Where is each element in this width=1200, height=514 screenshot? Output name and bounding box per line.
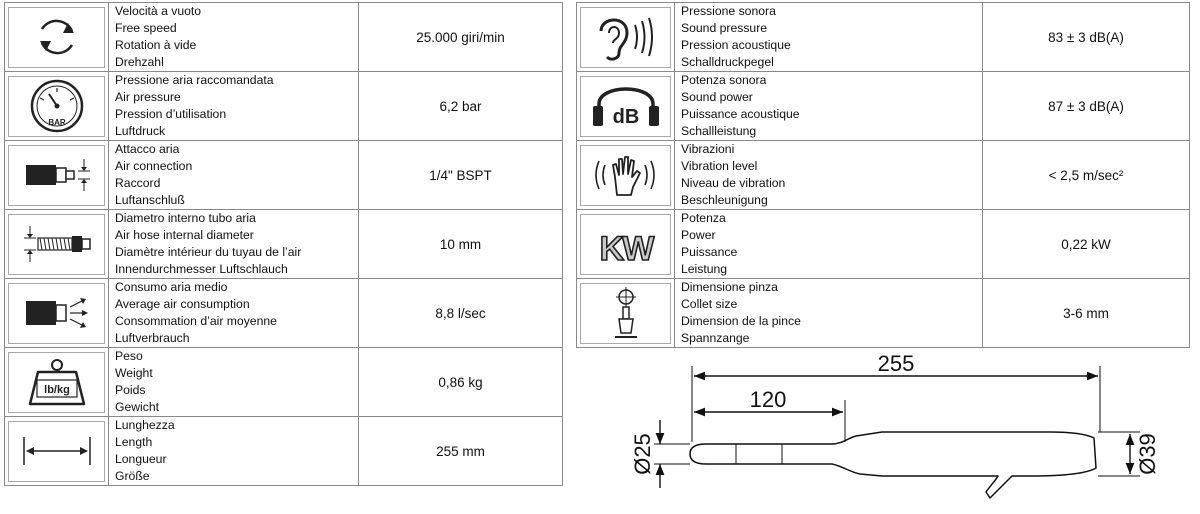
spec-row-air-connection	[5, 141, 563, 210]
air-consumption-icon	[8, 283, 105, 344]
spec-value: 255 mm	[359, 417, 563, 486]
hose-diameter-icon	[8, 214, 105, 275]
spec-row-sound-power	[577, 72, 1190, 141]
db-headphones-icon	[580, 76, 671, 137]
spec-label: Innendurchmesser Luftschlauch	[115, 261, 288, 276]
spec-label: Rotation à vide	[115, 38, 197, 52]
spec-label: Leistung	[681, 261, 728, 276]
ear-sound-icon	[580, 7, 671, 68]
spec-value: 1/4" BSPT	[359, 141, 563, 210]
spec-value: 3-6 mm	[983, 279, 1190, 348]
spec-value: 0,86 kg	[359, 348, 563, 417]
spec-label: Beschleunigung	[681, 192, 768, 207]
spec-label: Diametro interno tubo aria	[115, 211, 256, 226]
spec-label: Consommation d’air moyenne	[115, 314, 277, 328]
spec-label: Diamètre intérieur du tuyau de l’air	[115, 245, 302, 259]
rotation-arrows-icon	[8, 7, 105, 68]
spec-label: Vibration level	[681, 159, 758, 174]
spec-label: Average air consumption	[115, 297, 250, 312]
spec-row-air-pressure	[5, 72, 563, 141]
spec-value: 0,22 kW	[983, 210, 1190, 279]
spec-label: Pression acoustique	[681, 38, 791, 52]
spec-value: 83 ± 3 dB(A)	[983, 3, 1190, 72]
spec-table-left	[4, 2, 563, 486]
tool-outline	[690, 432, 1096, 498]
overall-length-label: 255	[877, 352, 915, 376]
spec-row-collet-size	[577, 279, 1190, 348]
spec-label: Potenza sonora	[681, 73, 767, 88]
spec-value: 87 ± 3 dB(A)	[983, 72, 1190, 141]
spec-label: Pression d’utilisation	[115, 107, 227, 121]
bar-icon-text: BAR	[47, 118, 66, 127]
spec-value: 25.000 giri/min	[359, 3, 563, 72]
spec-label: Power	[681, 228, 716, 243]
spec-label: Longueur	[115, 452, 167, 466]
spec-label: Length	[115, 435, 153, 450]
spec-label: Luftdruck	[115, 123, 166, 138]
spec-label: Schallleistung	[681, 123, 757, 138]
spec-label: Free speed	[115, 21, 177, 36]
spec-label: Dimensione pinza	[681, 280, 778, 295]
vibration-hand-icon	[580, 145, 671, 206]
spec-row-sound-pressure	[577, 3, 1190, 72]
spec-label: Puissance	[681, 245, 738, 259]
spec-label: Consumo aria medio	[115, 280, 228, 295]
spec-label: Raccord	[115, 176, 161, 190]
spec-label: Attacco aria	[115, 142, 180, 157]
air-connection-icon	[8, 145, 105, 206]
spec-row-hose-diameter	[5, 210, 563, 279]
front-diameter-label: Ø25	[630, 433, 655, 475]
spec-label: Gewicht	[115, 399, 160, 414]
spec-value: 8,8 l/sec	[359, 279, 563, 348]
spec-label: Air hose internal diameter	[115, 228, 254, 243]
spec-label: Pressione sonora	[681, 4, 776, 19]
front-length-label: 120	[749, 387, 787, 412]
spec-label: Größe	[115, 468, 150, 483]
spec-row-length	[5, 417, 563, 486]
pressure-gauge-icon	[8, 76, 105, 137]
spec-label: Poids	[115, 383, 146, 397]
weight-icon	[8, 352, 105, 413]
spec-label: Luftanschluß	[115, 192, 185, 207]
spec-label: Lunghezza	[115, 418, 175, 433]
spec-row-weight	[5, 348, 563, 417]
spec-label: Peso	[115, 349, 143, 364]
spec-table-right	[576, 2, 1190, 348]
spec-label: Weight	[115, 366, 153, 381]
spec-label: Air connection	[115, 159, 193, 174]
spec-label: Pressione aria raccomandata	[115, 73, 274, 88]
spec-row-power	[577, 210, 1190, 279]
spec-label: Luftverbrauch	[115, 330, 190, 345]
spec-label: Sound power	[681, 90, 753, 105]
length-arrow-icon	[8, 421, 105, 482]
spec-label: Drehzahl	[115, 54, 164, 69]
spec-value: 6,2 bar	[359, 72, 563, 141]
spec-row-air-consumption	[5, 279, 563, 348]
spec-label: Schalldruckpegel	[681, 54, 774, 69]
spec-value: 10 mm	[359, 210, 563, 279]
rear-diameter-label: Ø39	[1135, 433, 1160, 475]
spec-label: Air pressure	[115, 90, 181, 105]
collet-icon	[580, 283, 671, 344]
spec-value: < 2,5 m/sec²	[983, 141, 1190, 210]
spec-label: Niveau de vibration	[681, 176, 786, 190]
spec-label: Collet size	[681, 297, 738, 312]
spec-label: Sound pressure	[681, 21, 768, 36]
spec-label: Vibrazioni	[681, 142, 735, 157]
kw-icon-text: KW	[599, 230, 652, 268]
kw-power-icon	[580, 214, 671, 275]
tool-dimension-drawing	[610, 352, 1190, 512]
spec-label: Velocità a vuoto	[115, 4, 202, 19]
spec-label: Spannzange	[681, 330, 750, 345]
spec-label: Dimension de la pince	[681, 314, 801, 328]
lbkg-icon-text: lb/kg	[43, 384, 70, 396]
db-icon-text: dB	[612, 106, 639, 128]
spec-label: Puissance acoustique	[681, 107, 800, 121]
spec-label: Potenza	[681, 211, 726, 226]
spec-row-vibration	[577, 141, 1190, 210]
spec-row-free-speed	[5, 3, 563, 72]
